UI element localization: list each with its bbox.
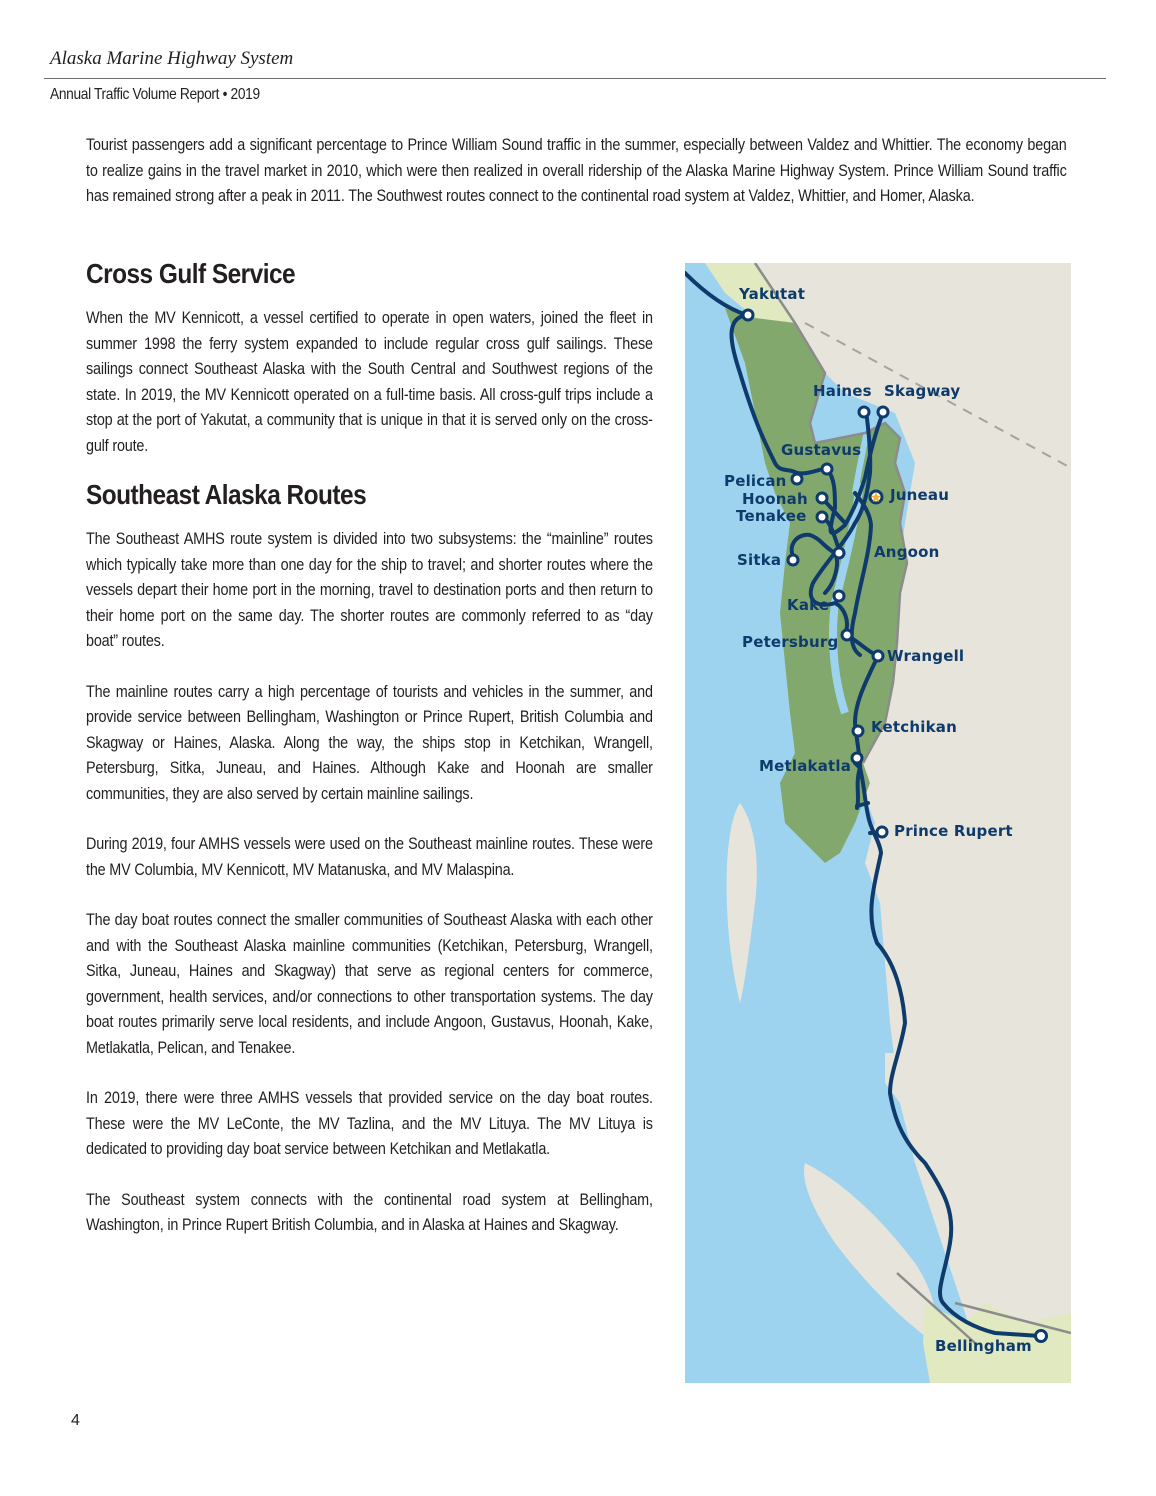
port-marker-tenakee	[817, 512, 827, 522]
port-marker-bellingham	[1036, 1331, 1047, 1342]
map-label-kake: Kake	[787, 596, 830, 614]
map-label-wrangell: Wrangell	[887, 647, 965, 665]
map-label-hoonah: Hoonah	[742, 490, 808, 508]
map-label-angoon: Angoon	[874, 543, 940, 561]
map-label-gustavus: Gustavus	[781, 441, 862, 459]
map-label-petersburg: Petersburg	[742, 633, 839, 651]
section-heading-cross-gulf: Cross Gulf Service	[86, 258, 296, 289]
header-divider	[44, 78, 1106, 79]
map-label-juneau: Juneau	[890, 486, 950, 504]
port-marker-angoon	[834, 548, 844, 558]
running-subtitle: Annual Traffic Volume Report • 2019	[50, 86, 260, 103]
paragraph: When the MV Kennicott, a vessel certified to operate in open waters, joined the fleet in summer 1998 the ferry system expanded to include regular cross gulf sailings. These sailings connect Southeast Alaska with the South Central and Southwest regions of the state. In 2019, the MV Kennicott operated on a full-time basis. All cross-gulf trips include a stop at the port of Yakutat, a community that is unique in that it is served only on the cross-gulf route.	[86, 309, 653, 455]
map-label-bellingham: Bellingham	[935, 1337, 1032, 1355]
route-map	[685, 263, 1071, 1383]
paragraph: In 2019, there were three AMHS vessels that provided service on the day boat routes. These were the MV LeConte, the MV Tazlina, and the MV Lituya. The MV Lituya is dedicated to providing day boat service between Ketchikan and Metlakatla.	[86, 1089, 653, 1158]
port-marker-haines	[859, 407, 869, 417]
port-marker-kake	[834, 591, 844, 601]
map-graphic	[685, 263, 1071, 1383]
haida-gwaii-land	[727, 803, 757, 1003]
map-label-yakutat: Yakutat	[739, 285, 806, 303]
port-marker-ketchikan	[853, 726, 863, 736]
map-label-ketchikan: Ketchikan	[871, 718, 957, 736]
paragraph: The Southeast system connects with the continental road system at Bellingham, Washington, in Prince Rupert British Columbia, and in Alaska at Haines and Skagway.	[86, 1190, 653, 1234]
map-label-pelican: Pelican	[724, 472, 787, 490]
port-marker-petersburg	[842, 630, 852, 640]
port-marker-hoonah	[817, 493, 827, 503]
port-marker-skagway	[878, 407, 888, 417]
paragraph: The day boat routes connect the smaller communities of Southeast Alaska with each other and with the Southeast Alaska mainline communities (Ketchikan, Petersburg, Wrangell, Sitka, Juneau, Haines and Skagway) that serve as regional centers for commerce, government, health services, and/or connections to other transportation systems. The day boat routes primarily serve local residents, and include Angoon, Gustavus, Hoonah, Kake, Metlakatla, Pelican, and Tenakee.	[86, 911, 653, 1057]
port-marker-metlakatla	[852, 753, 862, 763]
main-text-column	[86, 258, 653, 1264]
section-heading-southeast: Southeast Alaska Routes	[86, 479, 367, 510]
paragraph: The mainline routes carry a high percentage of tourists and vehicles in the summer, and provide service between Bellingham, Washington or Prince Rupert, British Columbia and Skagway or Haines, Alaska. Along the way, the ships stop in Ketchikan, Wrangell, Petersburg, Sitka, Juneau, and Haines. Although Kake and Hoonah are smaller communities, they are also served by certain mainline sailings.	[86, 682, 653, 803]
port-marker-prince-rupert	[877, 827, 887, 837]
map-label-skagway: Skagway	[884, 382, 961, 400]
paragraph: During 2019, four AMHS vessels were used on the Southeast mainline routes. These were the MV Columbia, MV Kennicott, MV Matanuska, and MV Malaspina.	[86, 835, 653, 879]
island-land	[804, 1163, 937, 1343]
port-marker-yakutat	[743, 310, 753, 320]
port-marker-sitka	[788, 555, 798, 565]
port-marker-pelican	[792, 474, 802, 484]
map-label-metlakatla: Metlakatla	[759, 757, 852, 775]
page-number: 4	[71, 1412, 80, 1429]
map-label-prince-rupert: Prince Rupert	[894, 822, 1013, 840]
running-title: Alaska Marine Highway System	[50, 48, 294, 69]
map-label-haines: Haines	[813, 382, 872, 400]
map-label-tenakee: Tenakee	[736, 507, 807, 525]
intro-paragraph: Tourist passengers add a significant percentage to Prince William Sound traffic in the summer, especially between Valdez and Whittier. The economy began to realize gains in the travel market in 2010, which were then realized in overall ridership of the Alaska Marine Highway System. Prince William Sound traffic has remained strong after a peak in 2011. The Southwest routes connect to the continental road system at Valdez, Whittier, and Homer, Alaska.	[86, 136, 1067, 205]
port-marker-wrangell	[873, 651, 883, 661]
paragraph: The Southeast AMHS route system is divided into two subsystems: the “mainline” routes which typically take more than one day for the ship to travel; and shorter routes where the vessels depart their home port in the morning, travel to destination ports and then return to their home port on the same day. The shorter routes are commonly referred to as “day boat” routes.	[86, 530, 653, 650]
map-label-sitka: Sitka	[737, 551, 782, 569]
port-marker-gustavus	[822, 464, 832, 474]
juneau-marker	[870, 491, 882, 503]
